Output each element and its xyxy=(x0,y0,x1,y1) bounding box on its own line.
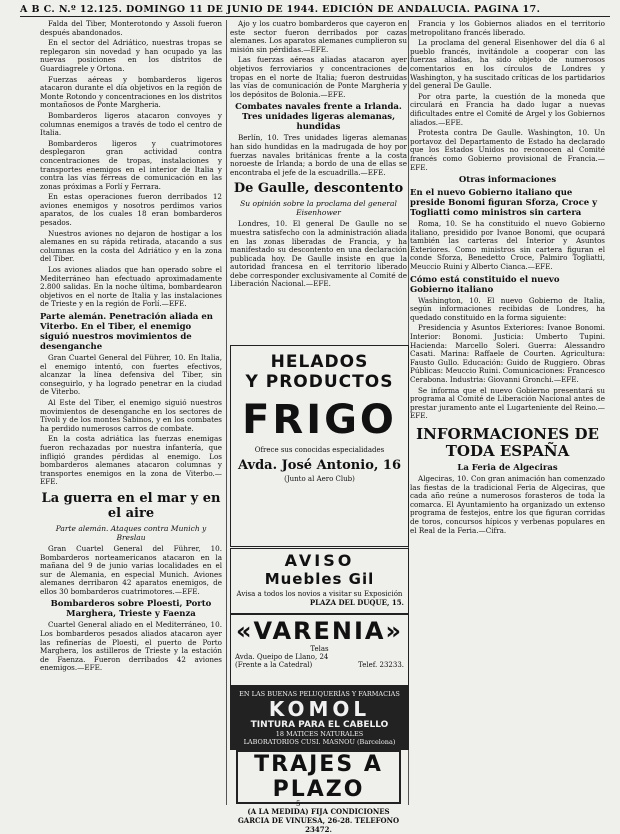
paragraph: Por otra parte, la cuestión de la moneda que circulará en Francia ha dado lugar a nuevas dificultades entre el Comité de Argel y los Gobiernos aliados.—EFE. xyxy=(410,91,605,127)
paragraph: Berlín, 10. Tres unidades ligeras alemanas han sido hundidas en la madrugada de hoy por fuerzas navales británicas frente a la costa noroeste de Irlanda; a bordo de una de ellas se encontraba el jefe de la escuadrilla.—EFE. xyxy=(230,133,407,177)
ad-footer xyxy=(231,661,408,669)
ad-address: Avda. José Antonio, 16 xyxy=(237,458,402,473)
paragraph: Roma, 10. Se ha constituido el nuevo Gobierno italiano, presidido por Ivanoe Bonomi, que ocupará también las carteras del Interior y Asuntos Exteriores. Como ministros sin cartera figuran el conde Sforza, Benedetto Croce, Palmiro Togliatti, Meuccio Ruini y Alberto Cianca.—EFE. xyxy=(410,219,605,272)
subheadline: Su opinión sobre la proclama del general Eisenhower xyxy=(240,199,397,218)
ad-brand: Muebles Gil xyxy=(264,570,375,588)
paragraph: Bombarderos ligeros y cuatrimotores desplegaron gran actividad contra concentraciones de tropas, instalaciones y transportes enemigos en el interior de Italia y contra las vías férreas de comunicación en las zonas próximas a Forlí y Ferrara. xyxy=(40,138,222,191)
subheadline: Parte alemán. Ataques contra Munich y Breslau xyxy=(55,523,207,542)
headline: Otras informaciones xyxy=(458,175,557,186)
paragraph: Algeciras, 10. Con gran animación han comenzado las fiestas de la tradicional Feria de Algeciras, que cada año reúne a numerosos forasteros de toda la comarca. El Ayuntamiento ha organizado un extenso programa de festejos, entre los que figuran corridas de toros, concursos hípicos y verbenas populares en el Real de la Feria.—Cifra. xyxy=(410,473,605,535)
paragraph: Los aviones aliados que han operado sobre el Mediterráneo han efectuado aproximadamente 2.800 salidas. En la noche última, bombardearon objetivos en el norte de Italia y las instalaciones de Trieste y en la región de Forlí.—EFE. xyxy=(40,265,222,309)
paragraph: Londres, 10. El general De Gaulle no se muestra satisfecho con la administración aliada en las zonas liberadas de Francia, y ha manifestado su descontento en una declaración publicada hoy. De Gaulle insiste en que la autoridad francesa en el territorio liberado debe corresponder exclusivamente al Comité de Liberación Nacional.—EFE. xyxy=(230,219,407,289)
column-right xyxy=(410,20,605,805)
column-left xyxy=(40,20,222,805)
headline: En el nuevo Gobierno italiano que preside Bonomi figuran Sforza, Croce y Togliatti como ministros sin cartera xyxy=(410,188,598,219)
ad-line: 18 MATICES NATURALES xyxy=(275,730,364,738)
ad-brand: KOMOL xyxy=(268,697,371,721)
paragraph: En el sector del Adriático, nuestras tropas se replegaron sin novedad y han ocupado ya las nuevas posiciones en los distritos de Guardiagrele y Ortona. xyxy=(40,38,222,73)
ad-komol xyxy=(230,686,409,750)
page-mark: 5 xyxy=(296,800,301,808)
paragraph: Protesta contra De Gaulle. Washington, 10. Un portavoz del Departamento de Estado ha declarado que los Estados Unidos no reconocen al Comité francés como Gobierno provisional de Francia.—EFE. xyxy=(410,128,605,172)
ad-line: (Junto al Aero Club) xyxy=(284,475,355,483)
paragraph: Las fuerzas aéreas aliadas atacaron ayer objetivos ferroviarios y concentraciones de tropas en el norte de Italia; fueron destruidas las vías de comunicación de Ponte Margheria y los depósitos de Bolonia.—EFE. xyxy=(230,55,407,99)
section-title: INFORMACIONES DE TODA ESPAÑA xyxy=(416,424,599,460)
ad-line: (A LA MEDIDA) FIJA CONDICIONES xyxy=(247,807,390,816)
ad-line: Ofrece sus conocidas especialidades xyxy=(254,446,385,454)
paragraph: Ajo y los cuatro bombarderos que cayeron en este sector fueron derribados por cazas alemanes. Los aparatos alemanes cumplieron su misión sin pérdidas.—EFE. xyxy=(230,19,407,54)
paragraph: Fuerzas aéreas y bombarderos ligeros atacaron durante el día objetivos en la región de Monte Rotondo y concentraciones en los distritos montañosos de Ponte Margheria. xyxy=(40,74,222,110)
ad-line: TINTURA PARA EL CABELLO xyxy=(250,720,389,730)
ad-address: PLAZA DEL DUQUE, 15. xyxy=(309,598,404,607)
ad-brand: «VARENIA» xyxy=(236,617,403,645)
paragraph: Bombarderos ligeros atacaron convoyes y columnas enemigos a través de todo el centro de Italia. xyxy=(40,110,222,138)
ad-frigo xyxy=(230,345,409,547)
ad-title: AVISO xyxy=(284,551,355,570)
headline: Cómo está constituido el nuevo Gobierno italiano xyxy=(410,274,560,295)
paragraph: En estas operaciones fueron derribados 12 aviones enemigos y nosotros perdimos varios aparatos, de los cuales 18 eran bombarderos pesados. xyxy=(40,192,222,228)
ad-address: Avda. Queipo de Llano, 24 xyxy=(235,653,329,661)
headline: Combates navales frente a Irlanda. Tres unidades ligeras alemanas, hundidas xyxy=(235,102,402,133)
ad-line: (Frente a la Catedral) xyxy=(235,661,313,669)
ad-line: Avisa a todos los novios a visitar su Exposición xyxy=(236,590,403,598)
ad-line: EN LAS BUENAS PELUQUERÍAS Y FARMACIAS xyxy=(239,690,400,698)
ad-aviso xyxy=(230,548,409,614)
paragraph: Cuartel General aliado en el Mediterráneo, 10. Los bombarderos pesados aliados atacaron ayer las refinerías de Ploesti, el puerto de Porto Marghera, los astilleros de Trieste y la estación de Faenza. Fueron derribados 42 aviones enemigos.—EFE. xyxy=(40,620,222,673)
ad-varenia xyxy=(230,614,409,686)
headline: La Feria de Algeciras xyxy=(457,462,558,473)
paragraph: Francia y los Gobiernos aliados en el territorio metropolitano francés liberado. xyxy=(410,19,605,37)
ad-phone: Telef. 23233. xyxy=(358,661,404,669)
ad-line: LABORATORIOS CUSI. MASNOU (Barcelona) xyxy=(243,738,396,746)
page-header: A B C. N.º 12.125. DOMINGO 11 DE JUNIO DE 1944. EDICIÓN DE ANDALUCIA. PAGINA 17. xyxy=(20,4,610,17)
headline: Parte alemán. Penetración aliada en Viterbo. En el Tiber, el enemigo siguió nuestros movimientos de desenganche xyxy=(40,312,213,352)
paragraph: Presidencia y Asuntos Exteriores: Ivanoe Bonomi. Interior: Bonomi. Justicia: Umberto Tupini. Hacienda: Marcello Soleri. Guerra: Alessandro Casati. Marina: Raffaele de Courten. Agricultura: Fausto Gullo. Educación: Guido de Ruggiero. Obras Públicas: Meuccio Ruini. Comunicaciones: Francesco Cerabona. Industria: Giovanni Gronchi.—EFE. xyxy=(410,323,605,384)
headline-large: La guerra en el mar y en el aire xyxy=(41,490,221,521)
headline-large: De Gaulle, descontento xyxy=(233,181,404,197)
paragraph: Washington, 10. El nuevo Gobierno de Italia, según informaciones recibidas de Londres, ha quedado constituido en la forma siguiente: xyxy=(410,295,605,322)
column-middle xyxy=(230,20,407,342)
paragraph: Al Este del Tiber, el enemigo siguió nuestros movimientos de desenganche en los sectores de Tívoli y de los montes Sabinos, y en los combates ha perdido numerosos carros de combate. xyxy=(40,397,222,433)
headline: Bombarderos sobre Ploesti, Porto Marghera, Trieste y Faenza xyxy=(50,599,212,620)
paragraph: Nuestros aviones no dejaron de hostigar a los alemanes en su rápida retirada, atacando a sus columnas en la costa del Adriático y en la zona del Tiber. xyxy=(40,228,222,264)
ad-brand: TRAJES A PLAZO xyxy=(236,750,401,804)
ad-line: Telas xyxy=(310,645,329,653)
ad-line: HELADOS xyxy=(270,352,369,372)
paragraph: Falda del Tiber, Monterotondo y Assoli fueron después abandonados. xyxy=(40,19,222,37)
paragraph: En la costa adriática las fuerzas enemigas fueron rechazadas por nuestra infantería, que infligió grandes pérdidas al enemigo. Los bombarderos alemanes atacaron columnas y transportes enemigos en la zona de Viterbo.—EFE. xyxy=(40,434,222,487)
ad-line: Y PRODUCTOS xyxy=(245,372,394,392)
column-divider xyxy=(226,20,227,805)
ad-brand: FRIGO xyxy=(242,397,397,443)
paragraph: Gran Cuartel General del Führer, 10. En Italia, el enemigo intentó, con fuertes efectivos, alcanzar la línea defensiva del Tiber, sin conseguirlo, y ha logrado penetrar en la ciudad de Viterbo. xyxy=(40,353,222,397)
paragraph: La proclama del general Eisenhower del día 6 al pueblo francés, invitándole a cooperar con las fuerzas aliadas, ha sido objeto de numerosos comentarios en los círculos de Londres y Washington, y ha suscitado críticas de los partidarios del general De Gaulle. xyxy=(410,38,605,91)
ad-trajes xyxy=(230,750,407,834)
paragraph: Gran Cuartel General del Führer, 10. Bombarderos norteamericanos atacaron en la mañana del 9 de junio varias localidades en el sur de Alemania, en especial Munich. Aviones alemanes derribaron 42 aparatos enemigos, de ellos 30 bombarderos cuatrimotores.—EFE. xyxy=(40,543,222,596)
ad-address: GARCIA DE VINUESA, 26-28. TELEFONO 23472. xyxy=(237,816,400,834)
paragraph: Se informa que el nuevo Gobierno presentará su programa al Comité de Liberación Nacional antes de prestar juramento ante el Lugarteniente del Reino.—EFE. xyxy=(410,385,605,421)
